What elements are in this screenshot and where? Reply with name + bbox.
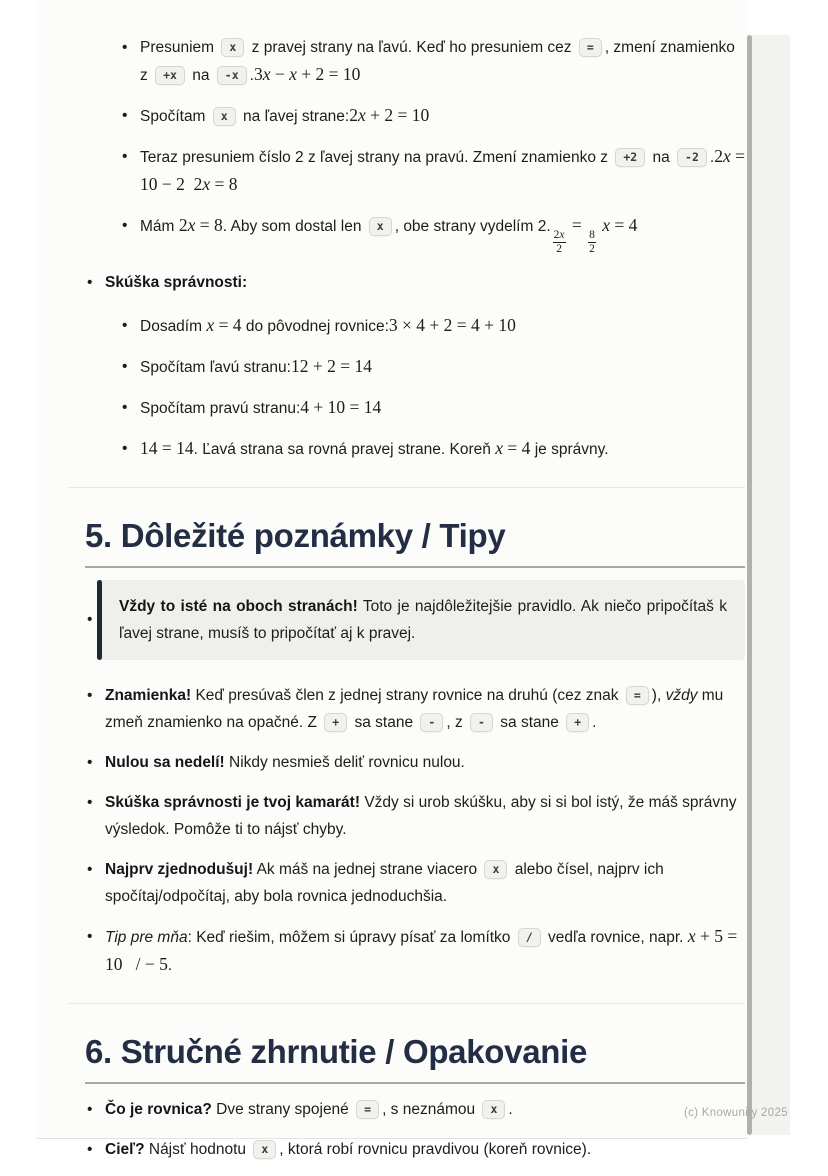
list-item: • 14 = 14. Ľavá strana sa rovná pravej strane. Koreň x = 4 je správny.: [120, 435, 745, 463]
list-item: • Skúška správnosti je tvoj kamarát! Vždy si urob skúšku, aby si si bol istý, že máš správny výsledok. Pomôže ti to nájsť chyby.: [85, 789, 745, 843]
list-item: • Presuniem x z pravej strany na ľavú. Keď ho presuniem cez = , zmení znamienko z +x na -x .3x − x + 2 = 10: [120, 34, 745, 89]
list-item: • Teraz presuniem číslo 2 z ľavej strany na pravú. Zmení znamienko z +2 na -2 .2x = 10 − 2 2x = 8: [120, 143, 745, 199]
list-item: • Spočítam ľavú stranu:12 + 2 = 14: [120, 353, 745, 381]
key-chip: x: [221, 38, 244, 57]
scrollbar-thumb[interactable]: [747, 35, 752, 1135]
list-item: • Cieľ? Nájsť hodnotu x , ktorá robí rovnicu pravdivou (koreň rovnice).: [85, 1136, 745, 1163]
scrollbar-track[interactable]: [752, 35, 790, 1135]
fraction: $\frac{2x}{2}$: [553, 229, 565, 255]
fraction: $\frac{8}{2}$: [589, 229, 595, 255]
list-item: • Tip pre mňa: Keď riešim, môžem si úpravy písať za lomítko / vedľa rovnice, napr. x + 5 = 10 / − 5.: [85, 923, 745, 979]
key-chip: x: [213, 107, 236, 126]
key-chip: -: [470, 713, 493, 732]
check-list: [120, 312, 745, 463]
list-item: • Nulou sa nedelí! Nikdy nesmieš deliť rovnicu nulou.: [85, 749, 745, 776]
math-expression: 12 + 2 = 14: [290, 356, 372, 376]
solution-steps-list: [120, 34, 750, 256]
quote-left-bar: [97, 580, 102, 660]
section-6-list: [85, 1096, 745, 1163]
list-item-check-title: • Skúška správnosti:: [85, 269, 745, 296]
math-expression: x = 4: [490, 438, 531, 458]
math-expression: 2x = 8: [174, 215, 223, 235]
key-chip: x: [253, 1140, 276, 1159]
math-expression: 3x − x + 2 = 10: [253, 64, 361, 84]
key-chip: x: [484, 860, 507, 879]
section-6-heading: 6. Stručné zhrnutie / Opakovanie: [85, 1034, 745, 1084]
key-chip: -2: [677, 148, 707, 167]
watermark: (c) Knowunity 2025: [684, 1107, 788, 1119]
key-chip: -: [420, 713, 443, 732]
callout-quote: [97, 580, 745, 660]
list-item-quote: [85, 580, 745, 660]
document-content: [85, 34, 750, 1176]
key-chip: =: [579, 38, 602, 57]
math-expression: $\frac{2x}{2}$ = $\frac{8}{2}$ x = 4: [553, 215, 638, 255]
math-expression: 3 × 4 + 2 = 4 + 10: [388, 315, 516, 335]
math-expression: x + 5 = 10 / − 5: [105, 926, 742, 974]
list-item: • Znamienka! Keď presúvaš člen z jednej strany rovnice na druhú (cez znak = ), vždy mu zmeň znamienko na opačné. Z + sa stane - , z - sa stane + .: [85, 682, 745, 736]
section-divider: [69, 487, 745, 488]
key-chip: +: [324, 713, 347, 732]
section-5-list: [85, 580, 745, 979]
key-chip: =: [356, 1100, 379, 1119]
list-item: • Čo je rovnica? Dve strany spojené = , s neznámou x .: [85, 1096, 745, 1123]
list-item: • Najprv zjednodušuj! Ak máš na jednej strane viacero x alebo čísel, najprv ich spočítaj/odpočítaj, aby bola rovnica jednoduchšia.: [85, 856, 745, 910]
math-expression: x = 4: [202, 315, 242, 335]
key-chip: x: [369, 217, 392, 236]
key-chip: x: [482, 1100, 505, 1119]
list-item: • Dosadím x = 4 do pôvodnej rovnice:3 × 4 + 2 = 4 + 10: [120, 312, 745, 340]
key-chip: +: [566, 713, 589, 732]
math-expression: 14 = 14: [140, 438, 194, 458]
section-5-heading: 5. Dôležité poznámky / Tipy: [85, 518, 745, 568]
math-expression: 2x + 2 = 10: [349, 105, 430, 125]
key-chip: /: [518, 928, 541, 947]
quote-text: Vždy to isté na oboch stranách! Toto je najdôležitejšie pravidlo. Ak niečo pripočítaš k ľavej strane, musíš to pripočítať aj k pravej.: [119, 598, 727, 642]
key-chip: =: [626, 686, 649, 705]
key-chip: -x: [217, 66, 247, 85]
list-item: • Mám 2x = 8. Aby som dostal len x , obe strany vydelím 2. $\frac{2x}{2}$ = $\frac{8}{2}$ x = 4: [120, 212, 745, 256]
key-chip: +x: [155, 66, 185, 85]
section-divider: [69, 1003, 745, 1004]
list-item: • Spočítam x na ľavej strane:2x + 2 = 10: [120, 102, 745, 130]
math-expression: 2x = 10 − 2 2x = 8: [140, 146, 750, 194]
list-item: • Spočítam pravú stranu:4 + 10 = 14: [120, 394, 745, 422]
math-expression: 4 + 10 = 14: [300, 397, 382, 417]
key-chip: +2: [615, 148, 645, 167]
